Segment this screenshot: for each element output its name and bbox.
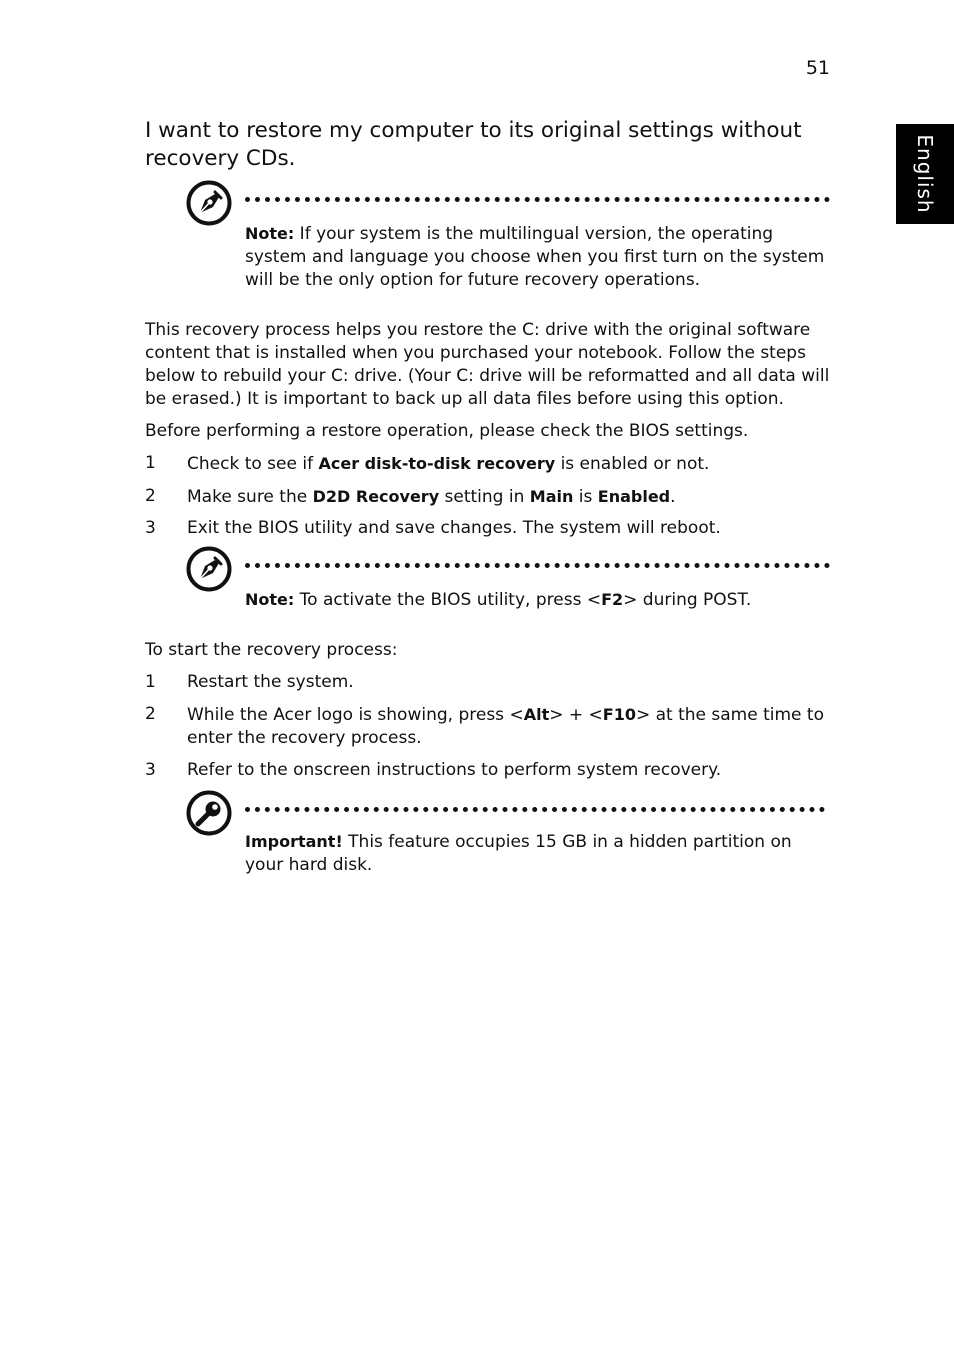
step-text-part: > at the same time to enter the recovery process. (187, 705, 824, 748)
note-divider (245, 197, 830, 202)
intro-paragraph: This recovery process helps you restore the C: drive with the original software content that is installed when you purchased your notebook. Follow the steps below to rebuild your C: drive. (Your C: drive will be reformatted and all data will be erased.) It is important to back up all data files before using this option. (145, 320, 830, 409)
step-number: 3 (145, 518, 156, 538)
important-note (245, 830, 830, 877)
note-label: Note: (245, 590, 295, 609)
step-number: 2 (145, 704, 156, 724)
note-multilingual (245, 222, 830, 292)
key-name: F2 (601, 590, 624, 609)
step-text-part: setting in (439, 487, 530, 507)
step-text-part: Check to see if (187, 454, 319, 474)
language-tab (896, 124, 954, 224)
bios-intro: Before performing a restore operation, please check the BIOS settings. (145, 421, 749, 441)
step-keyword: D2D Recovery (312, 487, 440, 506)
step-number: 1 (145, 672, 156, 692)
step-keyword: Acer disk-to-disk recovery (318, 454, 556, 473)
important-label: Important! (245, 832, 343, 851)
step-number: 3 (145, 760, 156, 780)
key-name: F10 (602, 705, 636, 724)
step-text (187, 452, 832, 476)
page-number: 51 (805, 57, 830, 79)
note-label: Note: (245, 224, 295, 243)
pen-nib-icon (186, 546, 232, 592)
step-text: Refer to the onscreen instructions to perform system recovery. (187, 760, 722, 780)
recovery-intro: To start the recovery process: (145, 640, 398, 660)
important-divider (245, 807, 825, 812)
important-body: This feature occupies 15 GB in a hidden partition on your hard disk. (245, 832, 792, 875)
step-text-part: > + < (549, 705, 603, 725)
note-body: To activate the BIOS utility, press < (294, 590, 602, 610)
wrench-icon (186, 790, 232, 836)
note-divider (245, 563, 830, 568)
step-keyword: Main (529, 487, 574, 506)
step-keyword: Enabled (597, 487, 671, 506)
step-text (187, 485, 832, 509)
step-text-part: While the Acer logo is showing, press < (187, 705, 524, 725)
step-text (187, 703, 832, 750)
key-name: Alt (523, 705, 550, 724)
note-body: > during POST. (623, 590, 752, 610)
step-text-part: is (573, 487, 598, 507)
note-body: If your system is the multilingual version, the operating system and language you choose when you first turn on the system will be the only option for future recovery operations. (245, 224, 825, 290)
pen-nib-icon (186, 180, 232, 226)
section-heading: I want to restore my computer to its original settings without recovery CDs. (145, 118, 802, 171)
step-text: Exit the BIOS utility and save changes. The system will reboot. (187, 518, 721, 538)
step-text: Restart the system. (187, 672, 354, 692)
step-text-part: Make sure the (187, 487, 313, 507)
step-text-part: . (670, 487, 676, 507)
language-tab-label: English (913, 134, 937, 214)
note-bios-key (245, 588, 830, 612)
step-number: 1 (145, 453, 156, 473)
step-text-part: is enabled or not. (555, 454, 710, 474)
step-number: 2 (145, 486, 156, 506)
